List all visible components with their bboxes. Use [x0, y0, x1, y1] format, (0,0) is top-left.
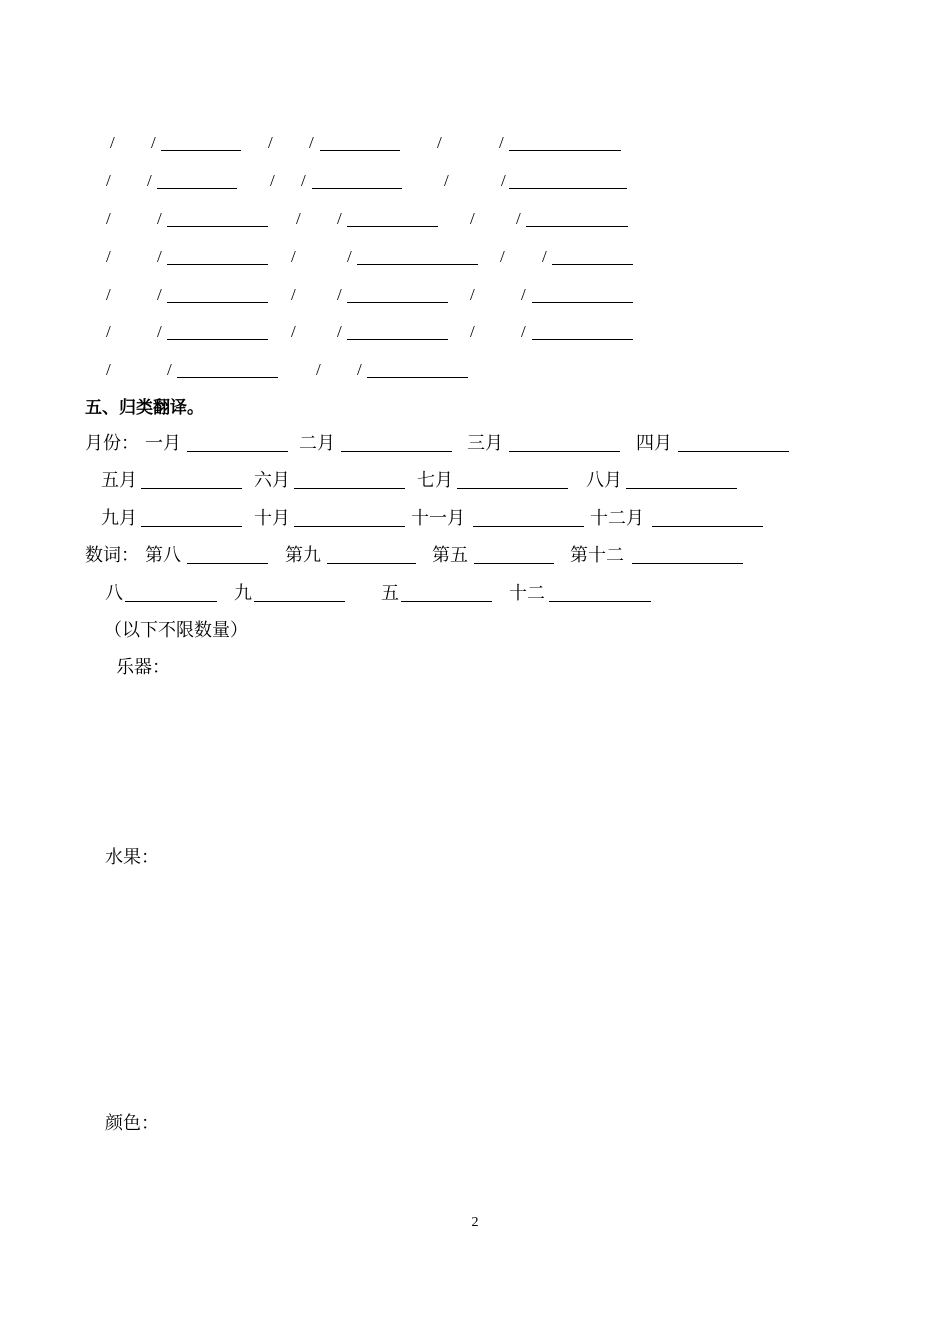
slash-mark: /: [357, 360, 362, 379]
month-1-blank[interactable]: [187, 451, 288, 452]
cardinal-9-blank[interactable]: [254, 601, 345, 602]
instruments-label: 乐器：: [116, 657, 170, 678]
page-number: 2: [471, 1215, 479, 1230]
fill-in-blank[interactable]: [347, 339, 448, 340]
slash-mark: /: [337, 209, 342, 228]
slash-mark: /: [500, 247, 505, 266]
fill-in-blank[interactable]: [157, 188, 237, 189]
month-10-label: 十月: [254, 508, 290, 529]
slash-mark: /: [291, 247, 296, 266]
fill-in-blank[interactable]: [167, 302, 268, 303]
slash-mark: /: [110, 133, 115, 152]
slash-mark: /: [444, 171, 449, 190]
slash-row: [0, 359, 950, 383]
slash-mark: /: [347, 247, 352, 266]
ordinal-12-label: 第十二: [570, 545, 624, 566]
colors-label: 颜色：: [105, 1113, 159, 1134]
month-3-label: 三月: [467, 433, 503, 454]
fruits-label: 水果：: [105, 847, 159, 868]
slash-mark: /: [268, 133, 273, 152]
slash-mark: /: [337, 285, 342, 304]
slash-row: [0, 170, 950, 194]
ordinal-9-blank[interactable]: [327, 563, 416, 564]
fill-in-blank[interactable]: [357, 264, 478, 265]
cardinal-8-blank[interactable]: [125, 601, 217, 602]
month-3-blank[interactable]: [509, 451, 620, 452]
fill-in-blank[interactable]: [167, 264, 268, 265]
slash-mark: /: [316, 360, 321, 379]
ordinal-5-label: 第五: [432, 545, 468, 566]
month-4-blank[interactable]: [678, 451, 789, 452]
slash-row: [0, 208, 950, 232]
cardinal-5-label: 五: [381, 583, 399, 604]
slash-mark: /: [499, 133, 504, 152]
slash-mark: /: [106, 285, 111, 304]
slash-mark: /: [470, 209, 475, 228]
month-6-label: 六月: [254, 470, 290, 491]
cardinal-12-label: 十二: [509, 583, 545, 604]
ordinal-9-label: 第九: [285, 545, 321, 566]
month-2-blank[interactable]: [341, 451, 452, 452]
slash-mark: /: [291, 322, 296, 341]
month-9-label: 九月: [101, 508, 137, 529]
slash-mark: /: [296, 209, 301, 228]
numbers-label: 数词：: [85, 545, 139, 566]
slash-mark: /: [516, 209, 521, 228]
fill-in-blank[interactable]: [532, 302, 633, 303]
slash-row: [0, 321, 950, 345]
slash-row: [0, 246, 950, 270]
month-11-blank[interactable]: [473, 526, 584, 527]
slash-mark: /: [301, 171, 306, 190]
month-2-label: 二月: [299, 433, 335, 454]
month-8-blank[interactable]: [626, 488, 737, 489]
slash-row: [0, 132, 950, 156]
slash-mark: /: [106, 171, 111, 190]
cardinal-5-blank[interactable]: [401, 601, 492, 602]
month-7-blank[interactable]: [457, 488, 568, 489]
fill-in-blank[interactable]: [367, 377, 468, 378]
fill-in-blank[interactable]: [312, 188, 402, 189]
slash-mark: /: [157, 247, 162, 266]
section-five-title: 五、归类翻译。: [85, 398, 204, 418]
month-4-label: 四月: [636, 433, 672, 454]
fill-in-blank[interactable]: [167, 339, 268, 340]
month-12-label: 十二月: [590, 508, 644, 529]
slash-mark: /: [157, 209, 162, 228]
fruits-answer-area[interactable]: [104, 874, 824, 1094]
slash-mark: /: [157, 322, 162, 341]
ordinal-8-label: 第八: [145, 545, 181, 566]
slash-row: [0, 284, 950, 308]
months-label: 月份：: [85, 433, 139, 454]
fill-in-blank[interactable]: [509, 150, 621, 151]
fill-in-blank[interactable]: [320, 150, 400, 151]
slash-mark: /: [106, 209, 111, 228]
month-5-blank[interactable]: [141, 488, 242, 489]
month-5-label: 五月: [101, 470, 137, 491]
fill-in-blank[interactable]: [552, 264, 633, 265]
unlimited-note: （以下不限数量）: [104, 620, 248, 641]
slash-mark: /: [147, 171, 152, 190]
slash-mark: /: [309, 133, 314, 152]
cardinal-9-label: 九: [234, 583, 252, 604]
colors-answer-area[interactable]: [104, 1140, 824, 1200]
slash-mark: /: [470, 322, 475, 341]
slash-mark: /: [106, 360, 111, 379]
cardinal-12-blank[interactable]: [549, 601, 651, 602]
month-12-blank[interactable]: [652, 526, 763, 527]
fill-in-blank[interactable]: [347, 226, 438, 227]
fill-in-blank[interactable]: [526, 226, 628, 227]
slash-mark: /: [437, 133, 442, 152]
month-10-blank[interactable]: [294, 526, 405, 527]
ordinal-5-blank[interactable]: [474, 563, 554, 564]
fill-in-blank[interactable]: [347, 302, 448, 303]
fill-in-blank[interactable]: [177, 377, 278, 378]
fill-in-blank[interactable]: [532, 339, 633, 340]
slash-mark: /: [501, 171, 506, 190]
slash-mark: /: [521, 285, 526, 304]
fill-in-blank[interactable]: [509, 188, 627, 189]
fill-in-blank[interactable]: [167, 226, 268, 227]
month-1-label: 一月: [145, 433, 181, 454]
slash-mark: /: [167, 360, 172, 379]
slash-mark: /: [337, 322, 342, 341]
slash-mark: /: [106, 247, 111, 266]
ordinal-12-blank[interactable]: [632, 563, 743, 564]
slash-mark: /: [106, 322, 111, 341]
fill-in-blank[interactable]: [161, 150, 241, 151]
slash-mark: /: [270, 171, 275, 190]
slash-mark: /: [542, 247, 547, 266]
month-11-label: 十一月: [411, 508, 465, 529]
month-7-label: 七月: [417, 470, 453, 491]
month-8-label: 八月: [586, 470, 622, 491]
instruments-answer-area[interactable]: [104, 684, 824, 834]
ordinal-8-blank[interactable]: [187, 563, 268, 564]
slash-mark: /: [151, 133, 156, 152]
slash-mark: /: [291, 285, 296, 304]
slash-mark: /: [470, 285, 475, 304]
slash-mark: /: [157, 285, 162, 304]
month-6-blank[interactable]: [294, 488, 405, 489]
month-9-blank[interactable]: [141, 526, 242, 527]
cardinal-8-label: 八: [105, 583, 123, 604]
slash-mark: /: [521, 322, 526, 341]
